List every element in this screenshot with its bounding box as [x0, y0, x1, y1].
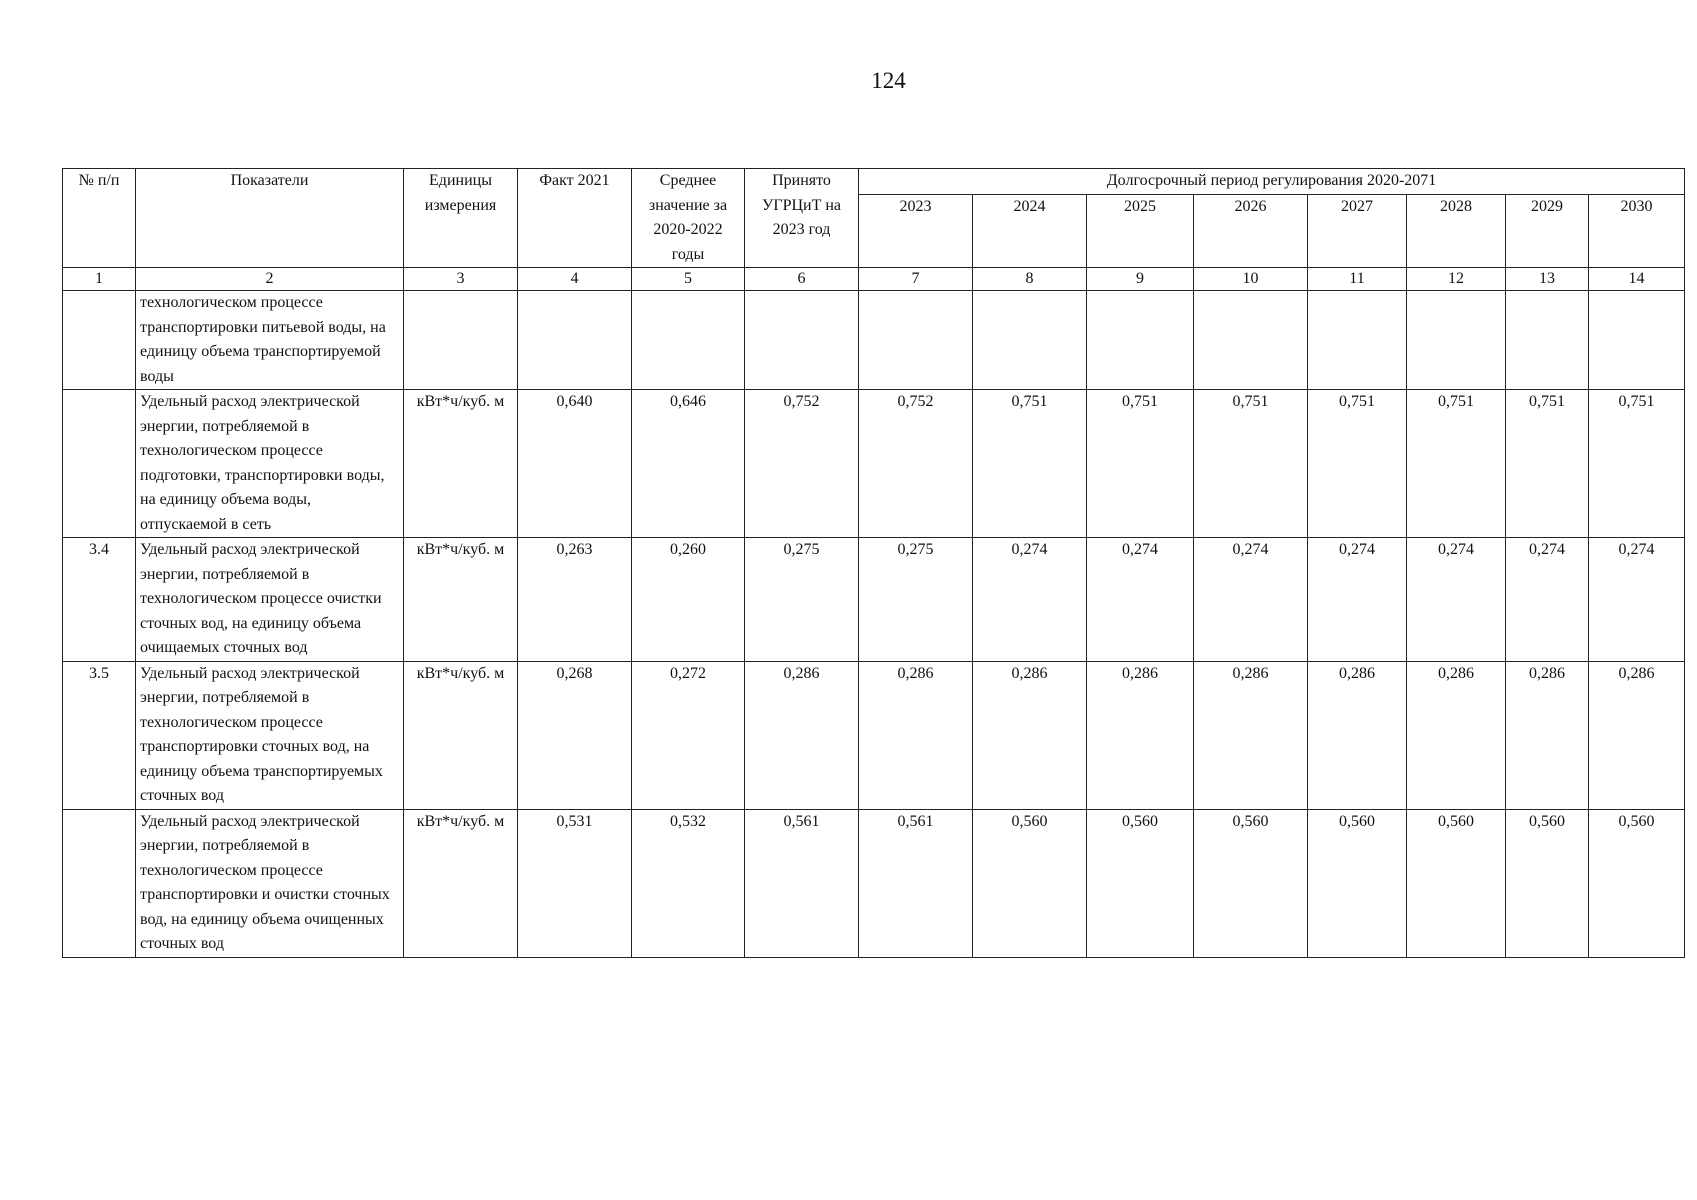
row-value: 0,274 — [1589, 538, 1685, 662]
row-number — [63, 809, 136, 957]
row-value: 0,286 — [1407, 661, 1506, 809]
row-value: 0,751 — [1407, 390, 1506, 538]
header-year: 2030 — [1589, 195, 1685, 268]
row-value: 0,286 — [1506, 661, 1589, 809]
header-year: 2025 — [1087, 195, 1194, 268]
row-value: 0,752 — [745, 390, 859, 538]
row-value: 0,560 — [1589, 809, 1685, 957]
row-value: 0,274 — [1407, 538, 1506, 662]
header-year: 2023 — [859, 195, 973, 268]
row-value: 0,751 — [973, 390, 1087, 538]
row-value: 0,560 — [1308, 809, 1407, 957]
header-row-top — [63, 169, 1685, 195]
header-year: 2029 — [1506, 195, 1589, 268]
column-number: 3 — [404, 268, 518, 291]
header-accepted: Принято УГРЦиТ на 2023 год — [745, 169, 859, 268]
row-value — [1087, 291, 1194, 390]
indicators-table — [62, 168, 1685, 958]
row-value: 0,274 — [1194, 538, 1308, 662]
row-number: 3.4 — [63, 538, 136, 662]
column-number: 9 — [1087, 268, 1194, 291]
column-number: 8 — [973, 268, 1087, 291]
row-value: 0,286 — [973, 661, 1087, 809]
row-value: 0,272 — [632, 661, 745, 809]
row-value: 0,275 — [859, 538, 973, 662]
row-value: 0,751 — [1589, 390, 1685, 538]
row-value — [859, 291, 973, 390]
row-value: 0,286 — [1589, 661, 1685, 809]
row-value — [1589, 291, 1685, 390]
header-average: Среднее значение за 2020-2022 годы — [632, 169, 745, 268]
header-fact: Факт 2021 — [518, 169, 632, 268]
table-row — [63, 809, 1685, 957]
table-row — [63, 390, 1685, 538]
row-value: 0,646 — [632, 390, 745, 538]
row-value — [518, 291, 632, 390]
row-indicator: Удельный расход электрической энергии, потребляемой в технологическом процессе подготовки, транспортировки воды, на единицу объема воды, отпускаемой в сеть — [136, 390, 404, 538]
column-number: 1 — [63, 268, 136, 291]
header-year: 2028 — [1407, 195, 1506, 268]
row-value — [632, 291, 745, 390]
row-value: 0,640 — [518, 390, 632, 538]
row-value: 0,286 — [1194, 661, 1308, 809]
row-value: 0,560 — [973, 809, 1087, 957]
row-value: 0,286 — [1087, 661, 1194, 809]
row-value: 0,286 — [1308, 661, 1407, 809]
row-value: 0,274 — [1506, 538, 1589, 662]
row-value: 0,751 — [1087, 390, 1194, 538]
row-value: 0,560 — [1194, 809, 1308, 957]
row-value: 0,531 — [518, 809, 632, 957]
header-year: 2026 — [1194, 195, 1308, 268]
page-number: 124 — [871, 68, 906, 93]
row-unit — [404, 291, 518, 390]
row-value: 0,560 — [1087, 809, 1194, 957]
row-value: 0,286 — [859, 661, 973, 809]
column-numbers-row — [63, 268, 1685, 291]
header-units: Единицы измерения — [404, 169, 518, 268]
column-number: 5 — [632, 268, 745, 291]
column-number: 10 — [1194, 268, 1308, 291]
row-value — [745, 291, 859, 390]
row-unit: кВт*ч/куб. м — [404, 661, 518, 809]
column-number: 13 — [1506, 268, 1589, 291]
row-value — [1194, 291, 1308, 390]
row-value: 0,561 — [859, 809, 973, 957]
header-indicators: Показатели — [136, 169, 404, 268]
row-value — [973, 291, 1087, 390]
row-value: 0,561 — [745, 809, 859, 957]
row-indicator: Удельный расход электрической энергии, потребляемой в технологическом процессе очистки сточных вод, на единицу объема очищаемых сточных вод — [136, 538, 404, 662]
row-unit: кВт*ч/куб. м — [404, 538, 518, 662]
table-row — [63, 538, 1685, 662]
row-value: 0,274 — [1308, 538, 1407, 662]
row-value — [1506, 291, 1589, 390]
row-unit: кВт*ч/куб. м — [404, 390, 518, 538]
column-number: 11 — [1308, 268, 1407, 291]
header-year: 2024 — [973, 195, 1087, 268]
column-number: 12 — [1407, 268, 1506, 291]
row-value: 0,263 — [518, 538, 632, 662]
row-value: 0,751 — [1308, 390, 1407, 538]
header-period: Долгосрочный период регулирования 2020-2071 — [859, 169, 1685, 195]
row-value: 0,560 — [1506, 809, 1589, 957]
row-indicator: Удельный расход электрической энергии, потребляемой в технологическом процессе транспортировки сточных вод, на единицу объема транспортируемых сточных вод — [136, 661, 404, 809]
row-indicator: технологическом процессе транспортировки питьевой воды, на единицу объема транспортируемой воды — [136, 291, 404, 390]
row-number — [63, 390, 136, 538]
row-value: 0,752 — [859, 390, 973, 538]
column-number: 6 — [745, 268, 859, 291]
table-row — [63, 661, 1685, 809]
table-row — [63, 291, 1685, 390]
row-number — [63, 291, 136, 390]
column-number: 7 — [859, 268, 973, 291]
row-value: 0,275 — [745, 538, 859, 662]
row-value: 0,274 — [973, 538, 1087, 662]
row-value — [1407, 291, 1506, 390]
header-year: 2027 — [1308, 195, 1407, 268]
column-number: 2 — [136, 268, 404, 291]
row-value: 0,751 — [1506, 390, 1589, 538]
row-value: 0,286 — [745, 661, 859, 809]
column-number: 14 — [1589, 268, 1685, 291]
row-value: 0,274 — [1087, 538, 1194, 662]
column-number: 4 — [518, 268, 632, 291]
row-value: 0,268 — [518, 661, 632, 809]
row-value: 0,751 — [1194, 390, 1308, 538]
header-no: № п/п — [63, 169, 136, 268]
row-value — [1308, 291, 1407, 390]
row-value: 0,560 — [1407, 809, 1506, 957]
row-unit: кВт*ч/куб. м — [404, 809, 518, 957]
row-value: 0,260 — [632, 538, 745, 662]
row-value: 0,532 — [632, 809, 745, 957]
row-number: 3.5 — [63, 661, 136, 809]
row-indicator: Удельный расход электрической энергии, потребляемой в технологическом процессе транспортировки и очистки сточных вод, на единицу объема очищенных сточных вод — [136, 809, 404, 957]
